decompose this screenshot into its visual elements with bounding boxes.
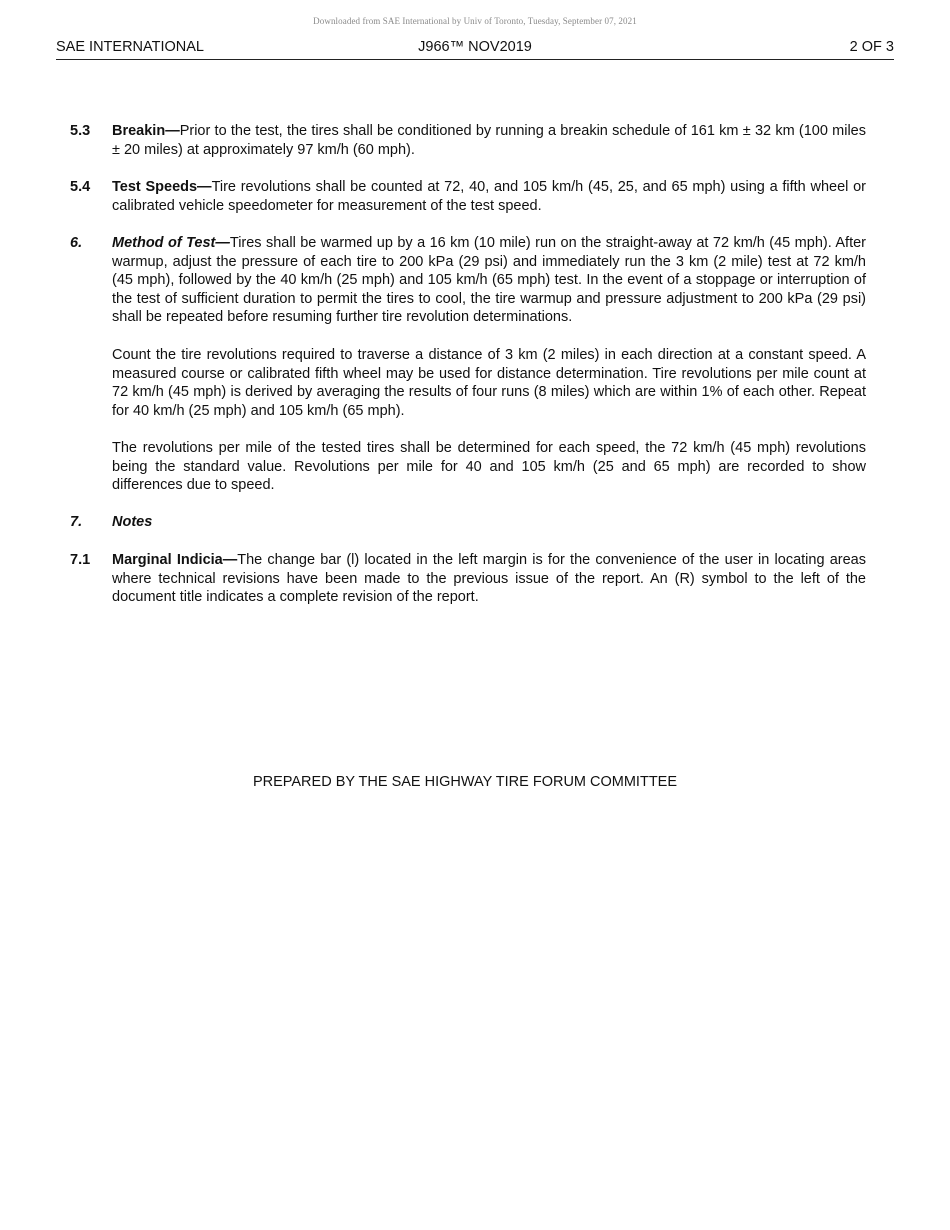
section-number: 5.4 (70, 179, 91, 195)
section-heading: Breakin— (112, 123, 180, 139)
section-6 (70, 234, 866, 327)
section-text: Prior to the test, the tires shall be conditioned by running a breakin schedule of 161 km ± 32 km (100 miles ± 20 miles) at approximately 97 km/h (60 mph). (112, 123, 866, 158)
section-body (112, 122, 866, 159)
section-body (112, 513, 866, 532)
section-number: 7.1 (70, 552, 91, 568)
section-number: 7. (70, 514, 83, 530)
header-doc-id: J966™ NOV2019 (418, 39, 532, 55)
section-5-3 (70, 122, 866, 159)
section-heading: Notes (112, 514, 153, 530)
section-6-paragraph-3: The revolutions per mile of the tested tires shall be determined for each speed, the 72 km/h (45 mph) revolutions being the standard value. Revolutions per mile for 40 and 105 km/h (25 and 65 mph) are recorded to show differences due to speed. (112, 440, 866, 494)
section-body (112, 234, 866, 327)
section-5-4 (70, 178, 866, 215)
section-heading: Method of Test— (112, 235, 230, 251)
section-number: 5.3 (70, 123, 91, 139)
section-body (112, 551, 866, 607)
header-org: SAE INTERNATIONAL (56, 39, 204, 55)
section-heading: Test Speeds— (112, 179, 212, 195)
section-7-1 (70, 551, 866, 607)
section-6-paragraph-2: Count the tire revolutions required to traverse a distance of 3 km (2 miles) in each direction at a constant speed. A measured course or calibrated fifth wheel may be used for distance determination. Tire revolutions per mile count at 72 km/h (45 mph) is derived by averaging the results of four runs (8 miles) which are within 1% of each other. Repeat for 40 km/h (25 mph) and 105 km/h (65 mph). (112, 347, 866, 419)
section-text: Tire revolutions shall be counted at 72, 40, and 105 km/h (45, 25, and 65 mph) using a fifth wheel or calibrated vehicle speedometer for measurement of the test speed. (112, 179, 866, 214)
header-page-number: 2 OF 3 (849, 39, 894, 55)
page-header (56, 39, 894, 60)
section-7 (70, 513, 866, 532)
section-text: Tires shall be warmed up by a 16 km (10 mile) run on the straight-away at 72 km/h (45 mph). After warmup, adjust the pressure of each tire to 200 kPa (29 psi) and immediately run the 3 km (2 mile) test at 72 km/h (45 mph), followed by the 40 km/h (25 mph) and 105 km/h (65 mph) test. In the event of a stoppage or interruption of the test of sufficient duration to permit the tires to cool, the tire warmup and pressure adjustment to 200 kPa (29 psi) shall be repeated before resuming further tire revolution determinations. (112, 235, 866, 326)
section-number: 6. (70, 235, 83, 251)
section-text: The change bar (l) located in the left margin is for the convenience of the user in locating areas where technical revisions have been made to the previous issue of the report. An (R) symbol to the left of the document title indicates a complete revision of the report. (112, 552, 866, 606)
section-heading: Marginal Indicia— (112, 552, 238, 568)
section-body (112, 178, 866, 215)
download-note: Downloaded from SAE International by Univ of Toronto, Tuesday, September 07, 2021 (313, 16, 637, 26)
prepared-by: PREPARED BY THE SAE HIGHWAY TIRE FORUM COMMITTEE (252, 774, 678, 790)
